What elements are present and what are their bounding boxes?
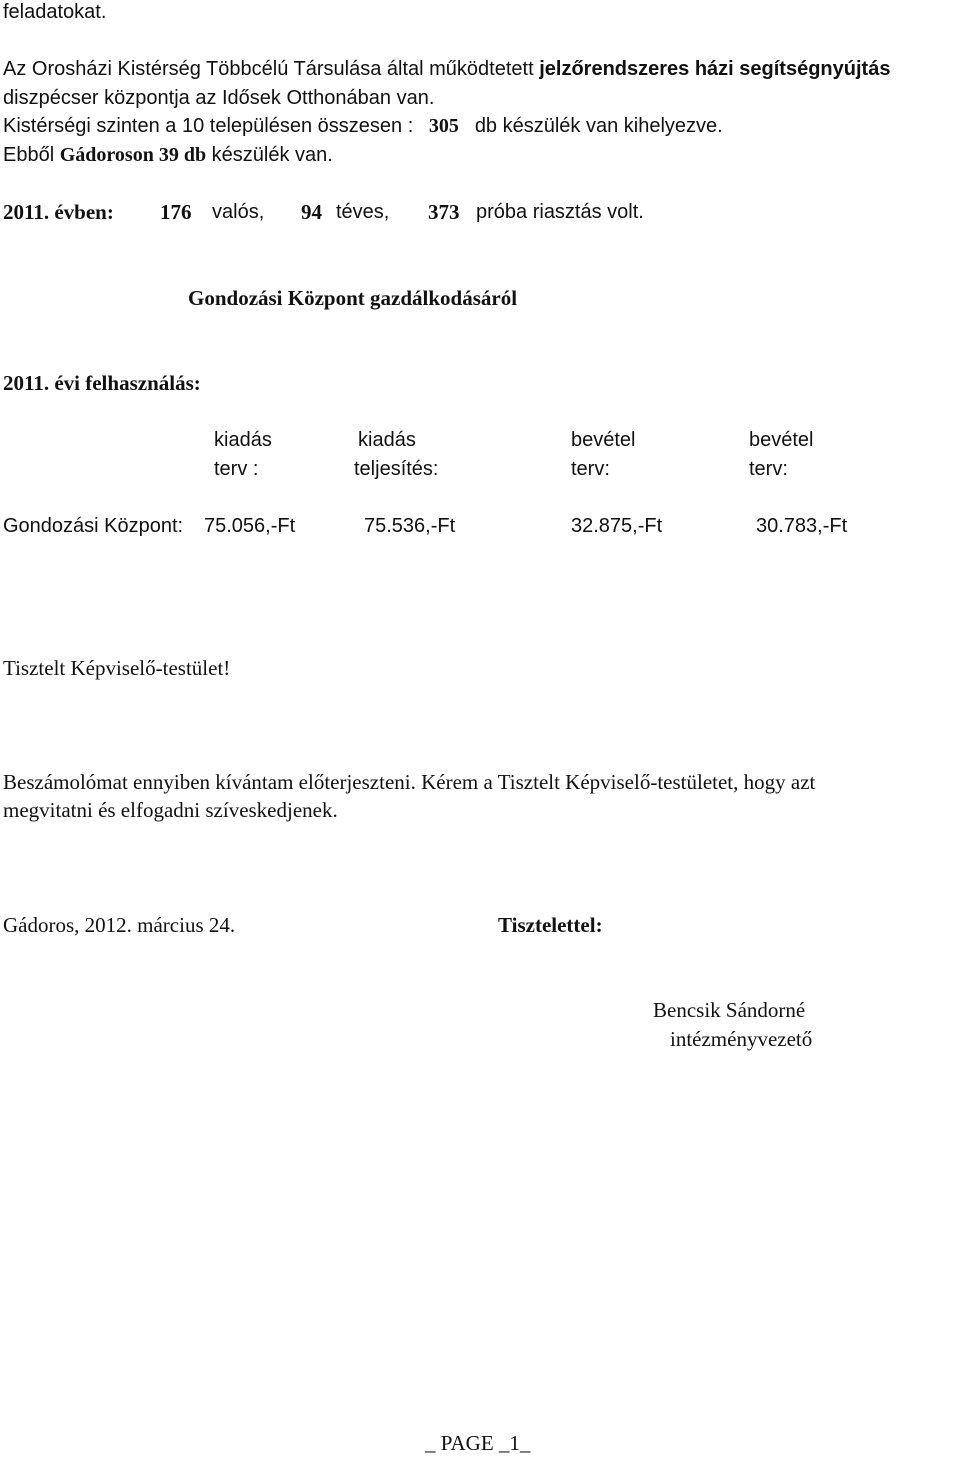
value-actual-expense: 75.536,-Ft <box>364 515 456 537</box>
intro-line-3-settlements: 10 településen összesen : <box>181 115 419 137</box>
signer-name: Bencsik Sándorné <box>653 998 806 1022</box>
intro-line-0: feladatokat. <box>3 1 107 23</box>
header-actual-expense-2: teljesítés: <box>354 458 439 480</box>
intro-line-4-tail: készülék van. <box>206 144 333 166</box>
alarms-real-count: 176 <box>160 200 192 224</box>
intro-line-4-text: Ebből <box>3 144 60 166</box>
alarms-false-count: 94 <box>301 200 322 224</box>
alarms-test-count: 373 <box>428 200 460 224</box>
header-planned-income-2: terv: <box>571 458 610 480</box>
value-planned-expense: 75.056,-Ft <box>204 515 296 537</box>
place-date: Gádoros, 2012. március 24. <box>3 913 236 937</box>
alarms-year-label: 2011. évben: <box>3 200 114 224</box>
intro-line-4-bold: Gádoroson 39 db <box>59 144 207 166</box>
section-title: Gondozási Központ gazdálkodásáról <box>188 286 518 310</box>
intro-line-1 <box>3 59 890 79</box>
header-actual-expense-1: kiadás <box>358 429 416 451</box>
intro-line-4 <box>3 145 333 165</box>
intro-line-1-bold: jelzőrendszeres házi segítségnyújtás <box>539 58 891 80</box>
intro-line-2: diszpécser központja az Idősek Otthonában van. <box>3 87 435 109</box>
page-number: _ PAGE _1_ <box>425 1431 531 1455</box>
intro-line-1-text: Az Orosházi Kistérség Többcélú Társulása által működtetett <box>3 58 540 80</box>
closing-paragraph-line-2: megvitatni és elfogadni szíveskedjenek. <box>3 798 338 822</box>
closing-paragraph-line-1: Beszámolómat ennyiben kívántam előterjeszteni. Kérem a Tisztelt Képviselő-testületet, hogy azt <box>3 770 816 794</box>
row-label: Gondozási Központ: <box>3 515 184 537</box>
header-planned-income-1: bevétel <box>571 429 636 451</box>
signer-title: intézményvezető <box>670 1027 813 1051</box>
intro-device-count: 305 <box>428 115 459 137</box>
intro-line-3-tail: db készülék van kihelyezve. <box>474 115 723 137</box>
header-planned-expense-2: terv : <box>214 458 259 480</box>
value-income-2: 30.783,-Ft <box>756 515 848 537</box>
alarms-test-label: próba riasztás volt. <box>476 201 644 223</box>
intro-line-3 <box>3 116 723 136</box>
header-income-2-1: bevétel <box>749 429 814 451</box>
value-planned-income: 32.875,-Ft <box>571 515 663 537</box>
header-planned-expense-1: kiadás <box>214 429 272 451</box>
alarms-false-label: téves, <box>336 201 390 223</box>
header-income-2-2: terv: <box>749 458 788 480</box>
salutation: Tisztelt Képviselő-testület! <box>3 656 231 680</box>
alarms-real-label: valós, <box>212 201 265 223</box>
usage-label: 2011. évi felhasználás: <box>3 371 201 395</box>
regards: Tisztelettel: <box>498 913 603 937</box>
intro-line-3-text: Kistérségi szinten a <box>3 115 182 137</box>
